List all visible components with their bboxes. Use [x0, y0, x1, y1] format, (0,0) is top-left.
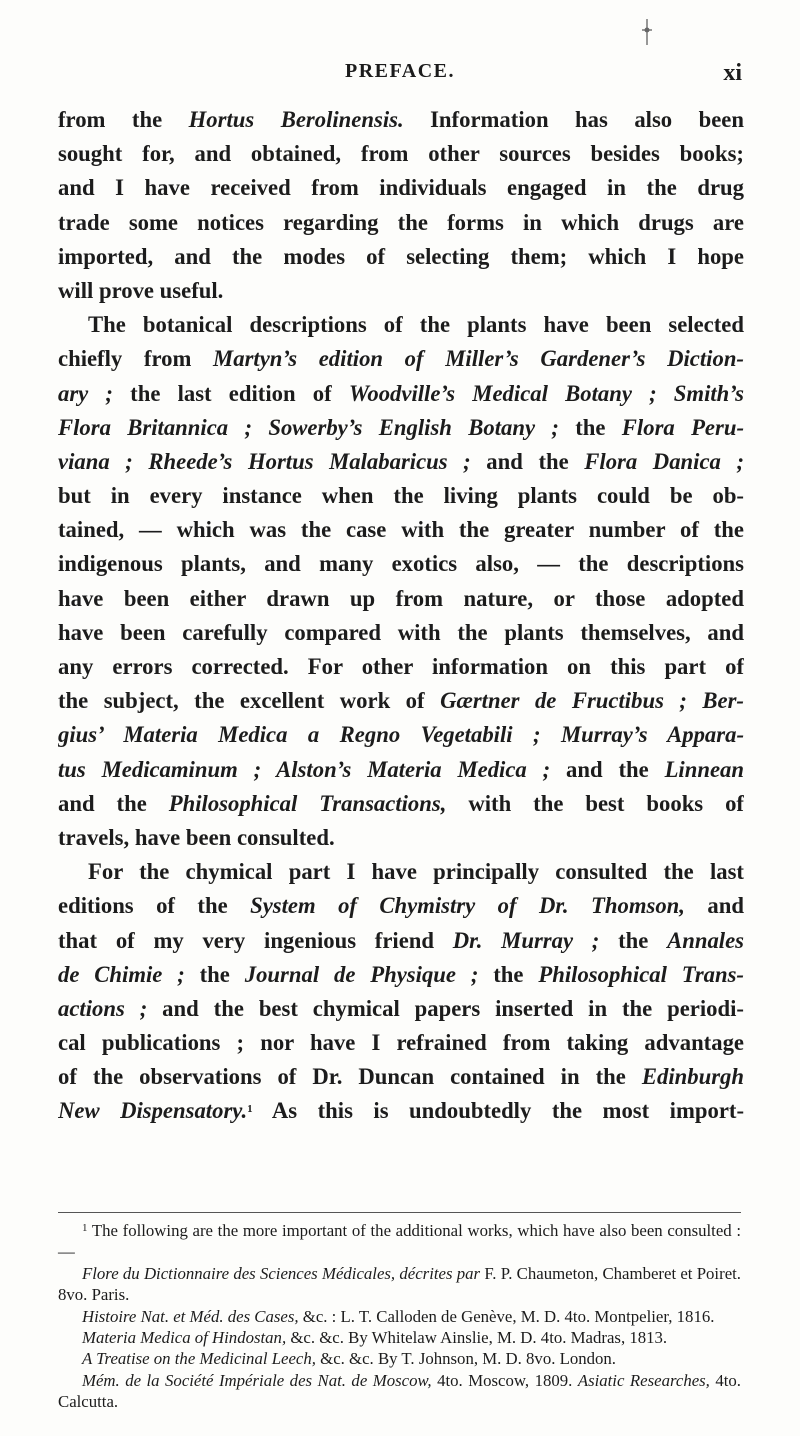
footnote-entry: Mém. de la Société Impériale des Nat. de Moscow, 4to. Moscow, 1809. Asiatic Researches, 4to. Calcutta. [58, 1370, 741, 1412]
text-line: of the observations of Dr. Duncan contained in the Edinburgh [58, 1064, 744, 1090]
text-line: and the Philosophical Transactions, with the best books of [58, 790, 744, 816]
text-line: imported, and the modes of selecting them; which I hope [58, 243, 744, 269]
text-line: ary ; the last edition of Woodville’s Medical Botany ; Smith’s [58, 380, 744, 406]
text-line: New Dispensatory.$^1$ As this is undoubtedly the most import- [58, 1098, 744, 1124]
text-line: actions ; and the best chymical papers inserted in the periodi- [58, 995, 744, 1021]
text-line: any errors corrected. For other information on this part of [58, 654, 744, 679]
text-line: indigenous plants, and many exotics also, — the descriptions [58, 551, 744, 577]
text-line: have been either drawn up from nature, or those adopted [58, 585, 744, 611]
text-line: viana ; Rheede’s Hortus Malabaricus ; and the Flora Danica ; [58, 448, 744, 474]
text-line: trade some notices regarding the forms in which drugs are [58, 209, 744, 235]
text-line: Flora Britannica ; Sowerby’s English Botany ; the Flora Peru- [58, 414, 744, 440]
text-line: cal publications ; nor have I refrained from taking advantage [58, 1030, 744, 1056]
page-header [58, 60, 742, 90]
text-line: chiefly from Martyn’s edition of Miller’s Gardener’s Diction- [58, 346, 744, 372]
footnote-rule [58, 1212, 741, 1213]
footnotes [58, 1220, 741, 1413]
page-number: xi [723, 60, 742, 86]
footnote-entry: A Treatise on the Medicinal Leech, &c. &c. By T. Johnson, M. D. 8vo. London. [82, 1349, 617, 1369]
text-line: de Chimie ; the Journal de Physique ; the Philosophical Trans- [58, 961, 744, 987]
footnote-entry: Flore du Dictionnaire des Sciences Médicales, décrites par F. P. Chaumeton, Chamberet et Poiret. 8vo. Paris. [58, 1263, 741, 1305]
footnote-entry: Histoire Nat. et Méd. des Cases, &c. : L. T. Calloden de Genève, M. D. 4to. Montpelier, 1816. [82, 1306, 715, 1326]
text-line: tus Medicaminum ; Alston’s Materia Medica ; and the Linnean [58, 756, 744, 782]
footnote-entry: Materia Medica of Hindostan, &c. &c. By Whitelaw Ainslie, M. D. 4to. Madras, 1813. [82, 1328, 668, 1348]
text-line: and I have received from individuals engaged in the drug [58, 175, 744, 201]
text-line: travels, have been consulted. [58, 824, 335, 850]
text-line: the subject, the excellent work of Gærtner de Fructibus ; Ber- [58, 688, 744, 714]
text-line: sought for, and obtained, from other sources besides books; [58, 141, 744, 167]
text-line: that of my very ingenious friend Dr. Murray ; the Annales [58, 927, 744, 953]
printer-mark-icon [641, 18, 653, 46]
running-title: PREFACE. [345, 60, 455, 82]
text-line: have been carefully compared with the plants themselves, and [58, 619, 744, 645]
text-line: gius’ Materia Medica a Regno Vegetabili ; Murray’s Appara- [58, 722, 744, 748]
text-line: editions of the System of Chymistry of Dr. Thomson, and [58, 893, 744, 919]
text-line: For the chymical part I have principally consulted the last [88, 859, 744, 885]
text-line: The botanical descriptions of the plants have been selected [88, 312, 744, 338]
body-text [58, 103, 744, 1129]
text-line: will prove useful. [58, 277, 224, 303]
text-line: tained, — which was the case with the greater number of the [58, 517, 744, 543]
text-line: but in every instance when the living plants could be ob- [58, 483, 744, 509]
footnote-intro: $^1$ The following are the more important of the additional works, which have also been consulted : — [58, 1221, 741, 1262]
text-line: from the Hortus Berolinensis. Information has also been [58, 107, 744, 132]
